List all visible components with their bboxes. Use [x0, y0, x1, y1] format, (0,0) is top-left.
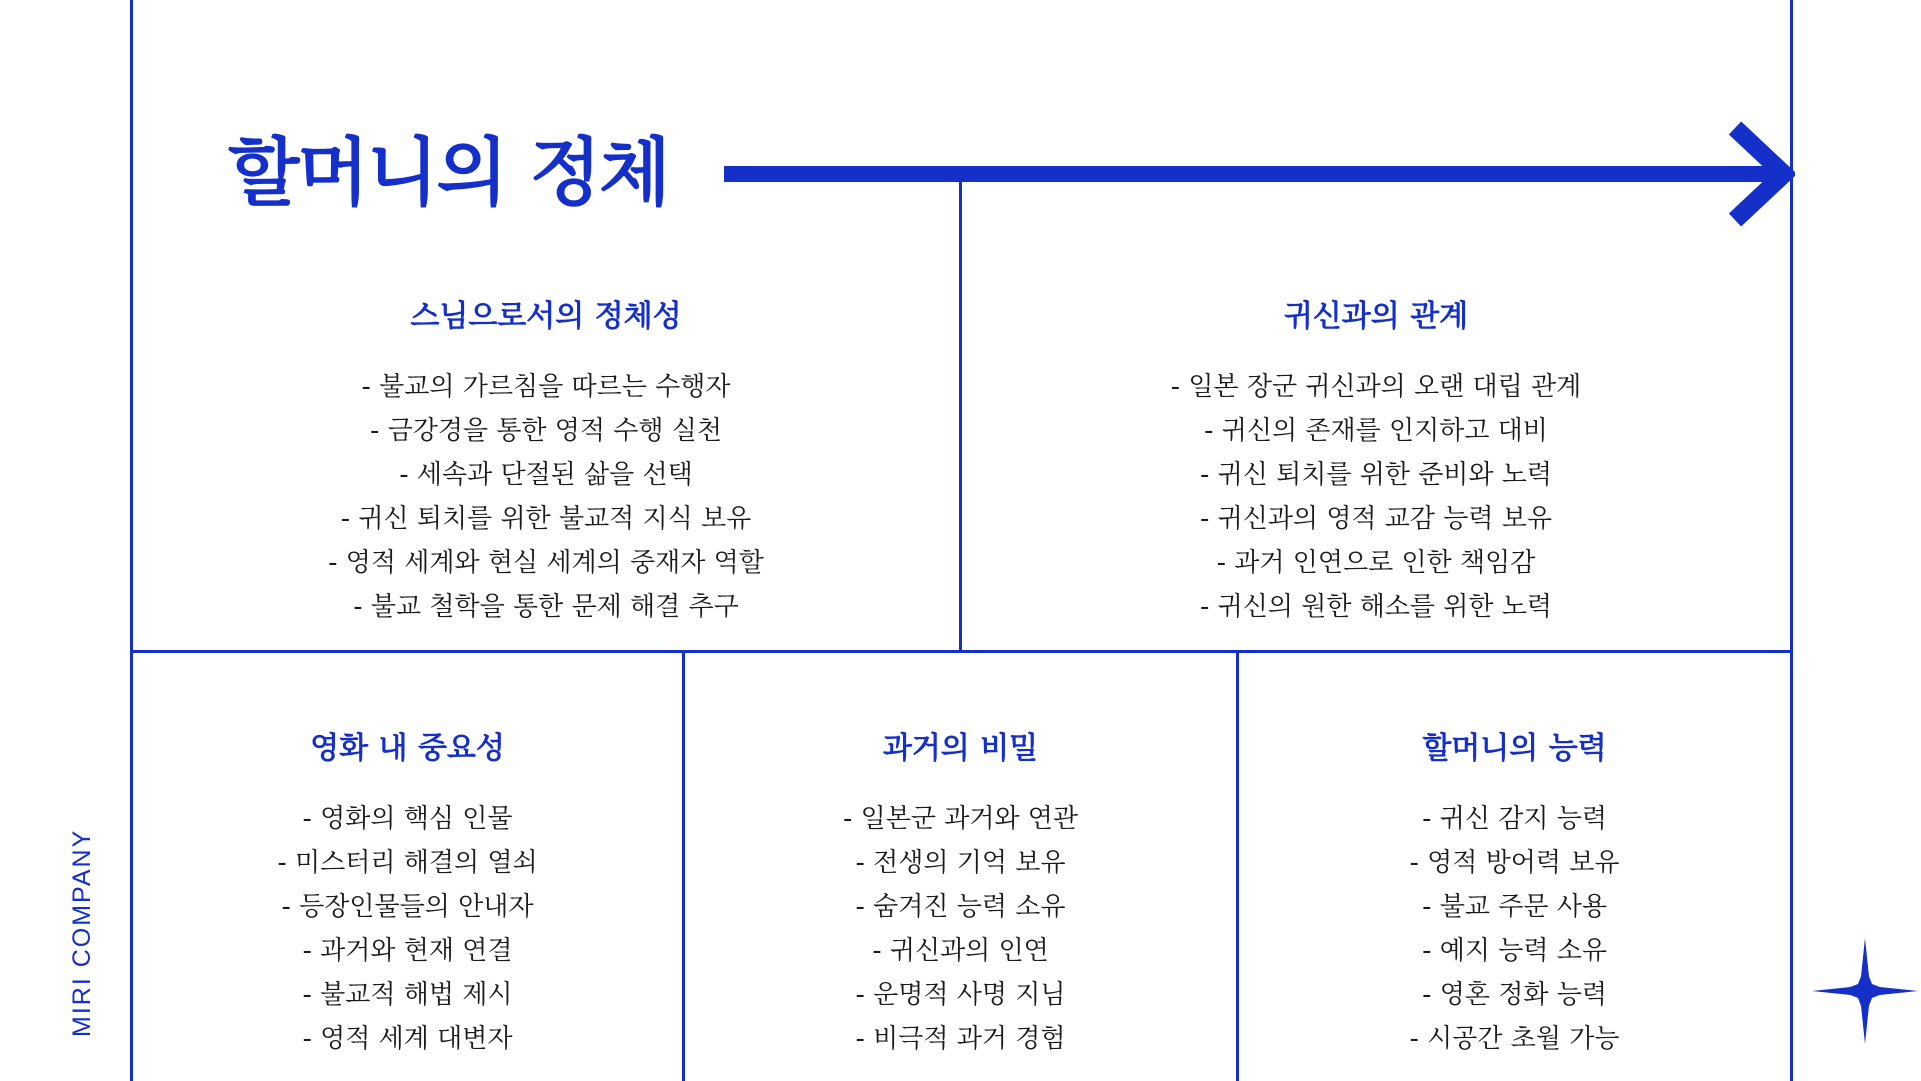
list-item: - 영적 방어력 보유: [1409, 848, 1620, 878]
list-item: - 일본군 과거와 연관: [842, 804, 1079, 834]
list-item: - 과거와 현재 연결: [302, 936, 513, 966]
section-list: [685, 797, 1236, 1061]
horizontal-divider-line: [130, 650, 1793, 653]
list-item: - 영화의 핵심 인물: [302, 804, 513, 834]
list-item: - 세속과 단절된 삶을 선택: [399, 460, 693, 490]
section-ghost-relationship: [962, 297, 1790, 629]
section-list: [133, 797, 682, 1061]
list-item: - 등장인물들의 안내자: [281, 892, 534, 922]
list-item: - 시공간 초월 가능: [1409, 1024, 1620, 1054]
list-item: - 영적 세계와 현실 세계의 중재자 역할: [328, 548, 764, 578]
list-item: - 숨겨진 능력 소유: [855, 892, 1066, 922]
list-item: - 귀신과의 인연: [872, 936, 1049, 966]
list-item: - 귀신과의 영적 교감 능력 보유: [1199, 504, 1553, 534]
list-item: - 전생의 기억 보유: [855, 848, 1066, 878]
list-item: - 일본 장군 귀신과의 오랜 대립 관계: [1170, 372, 1582, 402]
section-past-secret: [685, 729, 1236, 1061]
list-item: - 예지 능력 소유: [1422, 936, 1607, 966]
section-film-importance: [133, 729, 682, 1061]
list-item: - 귀신 퇴치를 위한 불교적 지식 보유: [340, 504, 752, 534]
section-identity: [133, 297, 959, 629]
list-item: - 불교 주문 사용: [1422, 892, 1607, 922]
section-heading: 귀신과의 관계: [1283, 299, 1469, 334]
section-list: [962, 365, 1790, 629]
list-item: - 운명적 사명 지님: [855, 980, 1066, 1010]
list-item: - 귀신의 원한 해소를 위한 노력: [1199, 592, 1553, 622]
section-heading: 과거의 비밀: [882, 731, 1039, 766]
section-list: [133, 365, 959, 629]
list-item: - 귀신의 존재를 인지하고 대비: [1204, 416, 1548, 446]
list-item: - 불교 철학을 통한 문제 해결 추구: [353, 592, 739, 622]
list-item: - 귀신 퇴치를 위한 준비와 노력: [1199, 460, 1553, 490]
brand-label: MIRI COMPANY: [68, 828, 96, 1037]
list-item: - 영적 세계 대변자: [302, 1024, 513, 1054]
four-point-star-icon: [1812, 938, 1918, 1044]
list-item: - 비극적 과거 경험: [855, 1024, 1066, 1054]
list-item: - 과거 인연으로 인한 책임감: [1216, 548, 1536, 578]
list-item: - 미스터리 해결의 열쇠: [277, 848, 538, 878]
list-item: - 금강경을 통한 영적 수행 실천: [369, 416, 723, 446]
list-item: - 불교의 가르침을 따르는 수행자: [361, 372, 731, 402]
section-heading: 할머니의 능력: [1422, 731, 1607, 766]
section-heading: 영화 내 중요성: [310, 731, 505, 766]
section-list: [1239, 797, 1790, 1061]
section-heading: 스님으로서의 정체성: [410, 299, 682, 334]
page-title: 할머니의 정체: [228, 130, 669, 216]
section-grandmother-abilities: [1239, 729, 1790, 1061]
list-item: - 불교적 해법 제시: [302, 980, 513, 1010]
right-arrow-icon: [720, 115, 1795, 227]
list-item: - 영혼 정화 능력: [1422, 980, 1607, 1010]
list-item: - 귀신 감지 능력: [1422, 804, 1607, 834]
